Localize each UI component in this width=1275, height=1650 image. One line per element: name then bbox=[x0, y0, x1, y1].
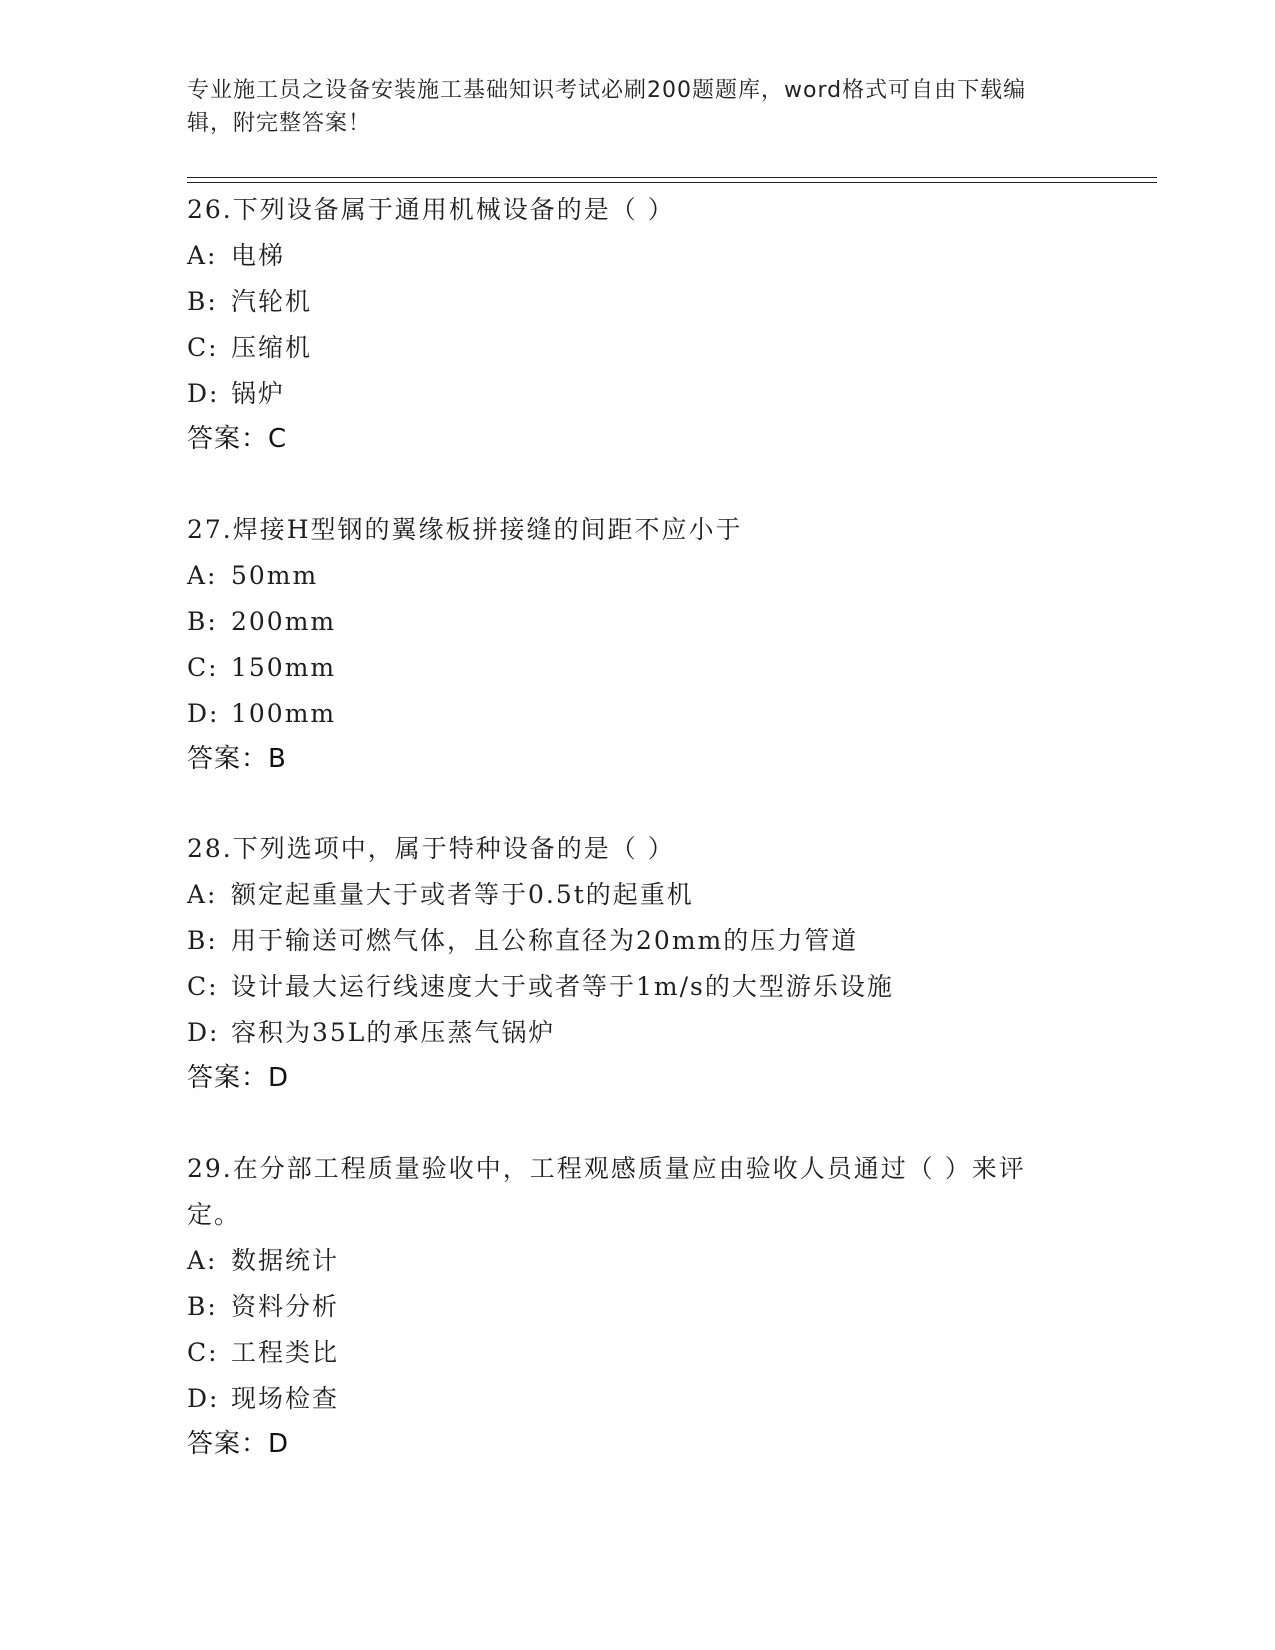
option-text: 数据统计 bbox=[231, 1246, 340, 1275]
question-28 bbox=[187, 826, 1087, 1100]
option-letter: B: bbox=[187, 607, 218, 636]
option-a bbox=[187, 553, 1087, 599]
option-letter: B: bbox=[187, 926, 218, 955]
question-26 bbox=[187, 187, 1087, 461]
option-text: 200mm bbox=[231, 607, 337, 636]
option-d bbox=[187, 691, 1087, 737]
header-divider-bottom bbox=[187, 182, 1157, 183]
option-text: 额定起重量大于或者等于0.5t的起重机 bbox=[231, 880, 694, 909]
option-b bbox=[187, 1284, 1087, 1330]
option-letter: A: bbox=[187, 1246, 218, 1275]
option-letter: A: bbox=[187, 241, 218, 270]
option-text: 容积为35L的承压蒸气锅炉 bbox=[231, 1018, 556, 1047]
option-b bbox=[187, 918, 1087, 964]
option-text: 资料分析 bbox=[231, 1292, 340, 1321]
answer-line: 答案：D bbox=[187, 1063, 290, 1093]
option-text: 设计最大运行线速度大于或者等于1m/s的大型游乐设施 bbox=[231, 972, 894, 1001]
question-27 bbox=[187, 507, 1087, 781]
option-letter: A: bbox=[187, 880, 218, 909]
option-letter: D: bbox=[187, 379, 220, 408]
option-text: 工程类比 bbox=[231, 1338, 340, 1367]
option-letter: A: bbox=[187, 561, 218, 590]
option-text: 100mm bbox=[231, 699, 337, 728]
option-c bbox=[187, 1330, 1087, 1376]
option-text: 压缩机 bbox=[231, 333, 313, 362]
question-stem: 26.下列设备属于通用机械设备的是（ ） bbox=[187, 195, 675, 224]
option-letter: C: bbox=[187, 1338, 219, 1367]
option-letter: C: bbox=[187, 972, 219, 1001]
option-c bbox=[187, 645, 1087, 691]
option-letter: B: bbox=[187, 1292, 218, 1321]
header-divider-top bbox=[187, 177, 1157, 178]
answer-line: 答案：C bbox=[187, 424, 288, 454]
option-text: 用于输送可燃气体，且公称直径为20mm的压力管道 bbox=[231, 926, 859, 955]
option-text: 汽轮机 bbox=[231, 287, 313, 316]
option-letter: D: bbox=[187, 699, 220, 728]
option-letter: D: bbox=[187, 1018, 220, 1047]
option-a bbox=[187, 872, 1087, 918]
option-text: 现场检查 bbox=[231, 1384, 340, 1413]
option-d bbox=[187, 1010, 1087, 1056]
option-letter: D: bbox=[187, 1384, 220, 1413]
question-stem: 27.焊接H型钢的翼缘板拼接缝的间距不应小于 bbox=[187, 515, 743, 544]
option-b bbox=[187, 279, 1087, 325]
option-text: 50mm bbox=[231, 561, 319, 590]
question-stem: 28.下列选项中，属于特种设备的是（ ） bbox=[187, 834, 675, 863]
option-b bbox=[187, 599, 1087, 645]
option-letter: B: bbox=[187, 287, 218, 316]
option-c bbox=[187, 964, 1087, 1010]
option-letter: C: bbox=[187, 333, 219, 362]
option-a bbox=[187, 1238, 1087, 1284]
option-text: 电梯 bbox=[231, 241, 286, 270]
option-d bbox=[187, 1376, 1087, 1422]
option-letter: C: bbox=[187, 653, 219, 682]
option-d bbox=[187, 371, 1087, 417]
answer-line: 答案：B bbox=[187, 744, 287, 774]
option-a bbox=[187, 233, 1087, 279]
question-stem: 29.在分部工程质量验收中，工程观感质量应由验收人员通过（ ）来评定。 bbox=[187, 1154, 1026, 1229]
option-text: 150mm bbox=[231, 653, 337, 682]
option-text: 锅炉 bbox=[231, 379, 286, 408]
answer-line: 答案：D bbox=[187, 1429, 290, 1459]
option-c bbox=[187, 325, 1087, 371]
question-29 bbox=[187, 1146, 1087, 1466]
document-header: 专业施工员之设备安装施工基础知识考试必刷200题题库，word格式可自由下载编辑，附完整答案！ bbox=[187, 78, 1027, 136]
